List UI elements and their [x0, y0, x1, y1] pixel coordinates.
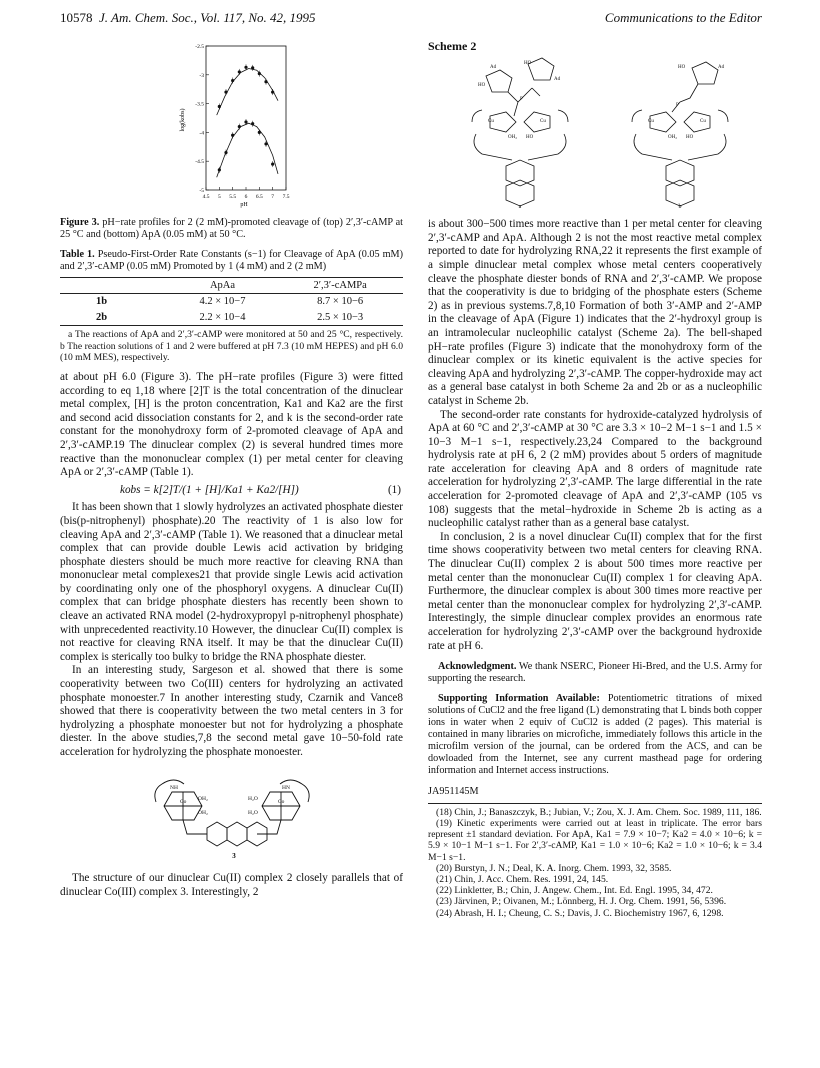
body-paragraph: The structure of our dinuclear Cu(II) complex 2 closely parallels that of dinuclear Co(III) complex 3. Interestingly, 2	[60, 872, 403, 898]
scheme-title: Scheme 2	[428, 39, 477, 53]
x-tick-label: 4.5	[202, 194, 210, 200]
ph-rate-chart	[60, 40, 403, 208]
svg-text:H₂O: H₂O	[247, 795, 258, 802]
table-row	[60, 310, 403, 326]
svg-text:HO: HO	[478, 82, 486, 88]
y-tick-label: -3.5	[195, 101, 204, 108]
table-header-cell: 2′,3′-cAMPa	[313, 279, 367, 291]
chart-ylabel: log(kobs)	[180, 108, 186, 132]
table-cell: 8.7 × 10−6	[317, 296, 364, 308]
svg-text:HO: HO	[678, 64, 686, 70]
data-point	[264, 142, 267, 145]
table-cell: 2.5 × 10−3	[317, 311, 364, 323]
structure-3-label: 3	[231, 851, 236, 860]
reference-item: (24) Abrash, H. I.; Cheung, C. S.; Davis, J. C. Biochemistry 1967, 6, 1298.	[436, 907, 724, 919]
body-paragraph: In an interesting study, Sargeson et al. showed that there is some cooperativity between two Co(III) centers for hydrolyzing an activated phosphate monoester.7 In another interesting study, Czarnik and Vance8 showed that there is cooperativity between the two metal centers in 3 for hydrolyzing a phosphate monoester but not for hydrolyzing a phosphate diester. In the above studies,7,8 the second metal gave 10−50-fold rate acceleration for hydrolyzing the phosphate monoester.	[60, 664, 403, 759]
y-tick-label: -2.5	[195, 44, 204, 50]
supporting-info-text: Potentiometric titrations of mixed solutions of CuCl2 and the free ligand (L) demonstrating that L binds both copper ions in water when 2 equiv of CuCl2 is added (2 pages). This material is contained in many libraries on microfiche, immediately follows this article in the microfilm version of the journal, can be ordered from the ACS, and can be dowloaded from the Internet, see any current masthead page for ordering information and Internet access instructions.	[428, 693, 763, 777]
body-paragraph: It has been shown that 1 slowly hydrolyzes an activated phosphate diester (bis(p-nitrophenyl) phosphate).20 The reactivity of 1 is also low for cleaving ApA and 2′,3′-cAMP (Table 1). We reasoned that a dinuclear metal complex that can provide double Lewis acid activation by bridging phosphate diesters should be much more reactive for cleaving RNA than mononuclear metal complexes21 that provide single Lewis acid activation by coordinating only one of the phosphoryl oxygens. A dinuclear Cu(II) complex that can bridge phosphate diesters has recently been shown to cleave an activated RNA model (2-hydroxypropyl p-nitrophenyl phosphate) with unprecedented reactivity.10 However, the dinuclear Cu(II) complex is not reactive for cleaving RNA itself. It may be that the dinuclear Cu(II) complex is sterically too bulky to bridge the RNA phosphate diester.	[60, 501, 403, 663]
svg-text:NH: NH	[169, 784, 178, 791]
data-point	[218, 168, 221, 171]
x-tick-label: 7.5	[282, 194, 290, 200]
svg-text:Ad: Ad	[490, 64, 497, 70]
equation-1	[60, 484, 403, 498]
table-header-row	[60, 277, 403, 294]
reference-item: (23) Järvinen, P.; Oivanen, M.; Lönnberg, H. J. Org. Chem. 1991, 56, 5396.	[436, 896, 727, 908]
page-number: 10578	[60, 10, 93, 25]
left-column	[60, 40, 403, 899]
journal-citation: J. Am. Chem. Soc., Vol. 117, No. 42, 1995	[99, 10, 316, 25]
data-point	[238, 125, 241, 128]
svg-text:OH₂: OH₂	[197, 809, 208, 816]
reference-item: (22) Linkletter, B.; Chin, J. Angew. Chem., Int. Ed. Engl. 1995, 34, 472.	[436, 885, 713, 897]
svg-text:Co: Co	[277, 798, 284, 805]
reference-item: (20) Burstyn, J. N.; Deal, K. A. Inorg. Chem. 1993, 32, 3585.	[436, 862, 672, 874]
svg-text:Ad: Ad	[718, 64, 725, 70]
svg-text:Cu: Cu	[700, 118, 706, 124]
scheme-label-b: b	[678, 203, 682, 208]
data-point	[271, 162, 274, 165]
data-point	[244, 66, 247, 69]
chart-xlabel: pH	[240, 202, 248, 208]
supporting-info	[428, 693, 762, 777]
x-tick-label: 5.5	[229, 194, 237, 200]
svg-text:Ad: Ad	[554, 76, 561, 82]
data-point	[244, 120, 247, 123]
scheme-label-a: a	[518, 203, 522, 208]
reference-item: (18) Chin, J.; Banaszczyk, B.; Jubian, V.; Zou, X. J. Am. Chem. Soc. 1989, 111, 186.	[436, 806, 762, 818]
svg-text:P: P	[520, 96, 523, 102]
table-1-label: Table 1.	[60, 248, 95, 260]
svg-text:OH₂: OH₂	[508, 134, 517, 140]
equation-body: kobs = k[2]T/(1 + [H]/Ka1 + Ka2/[H])	[120, 483, 299, 496]
rate-table	[60, 277, 403, 327]
table-cell: 2.2 × 10−4	[199, 311, 246, 323]
data-point	[251, 66, 254, 69]
body-paragraph: is about 300−500 times more reactive than 1 per metal center for cleaving 2′,3′-cAMP and ApA. Although 2 is not the most reactive metal complex reported to date for hydrolyzing RNA,22 it represents the first example of a simple dinuclear metal complex whose metal centers cooperatively cleave the phosphate diester bonds of RNA and 2′,3′-cAMP. We propose that the cooperativity is due to bridging of the phosphate esters (Scheme 2) as in previous systems.7,8,10 Formation of both 3′-AMP and 2′-AMP in the cleavage of ApA (Figure 1) indicates that the 2′-hydroxyl group is an intramolecular nucleophilic catalyst (Scheme 2a). The bell-shaped pH−rate profiles (Figure 3) indicate that the monohydroxy form of the dinuclear complex or its kinetic equivalent is the active species for cleaving ApA and hydrolyzing 2′,3′-cAMP. The copper-hydroxide may act as a general base catalyst in both Scheme 2a and 2b or as a nucleophilic catalyst in Scheme 2b.	[428, 218, 762, 407]
svg-text:Cu: Cu	[540, 118, 546, 124]
table-cell: 4.2 × 10−7	[199, 296, 246, 308]
data-point	[258, 72, 261, 75]
x-tick-label: 6	[244, 194, 248, 200]
svg-text:HO: HO	[524, 60, 532, 66]
reference-item: (21) Chin, J. Acc. Chem. Res. 1991, 24, 145.	[436, 874, 609, 885]
table-header-cell	[60, 277, 168, 294]
data-point	[224, 90, 227, 93]
svg-text:Cu: Cu	[488, 118, 494, 124]
scheme-2-figure	[428, 56, 762, 213]
table-cell: 2b	[96, 311, 108, 323]
data-point	[251, 122, 254, 125]
table-1-caption-text: Pseudo-First-Order Rate Constants (s−1) for Cleavage of ApA (0.05 mM) and 2′,3′-cAMP (0.05 mM) Promoted by 1 (4 mM) and 2 (2 mM)	[60, 248, 404, 272]
svg-text:H₂O: H₂O	[247, 809, 258, 816]
table-footnotes: a The reactions of ApA and 2′,3′-cAMP were monitored at 50 and 25 °C, respectively. b The reaction solutions of 1 and 2 were buffered at pH 7.3 (10 mM HEPES) and pH 6.0 (10 mM MES), respectively.	[60, 329, 403, 363]
structure-3-figure	[60, 770, 403, 867]
x-tick-label: 7	[271, 194, 275, 200]
manuscript-code: JA951145M	[428, 786, 479, 798]
acknowledgment-text: We thank NSERC, Pioneer Hi-Bred, and the U.S. Army for supporting the research.	[428, 661, 762, 685]
y-tick-label: -5	[199, 188, 204, 194]
data-point	[258, 131, 261, 134]
data-point	[224, 151, 227, 154]
x-tick-label: 6.5	[255, 194, 263, 200]
svg-text:P: P	[676, 102, 679, 108]
y-tick-label: -3	[199, 72, 204, 79]
svg-text:HN: HN	[281, 784, 290, 791]
figure-3-caption-text: pH−rate profiles for 2 (2 mM)-promoted cleavage of (top) 2′,3′-cAMP at 25 °C and (bottom) ApA (0.05 mM) at 50 °C.	[60, 216, 403, 240]
running-head	[60, 10, 762, 30]
data-point	[218, 105, 221, 108]
y-tick-label: -4.5	[195, 159, 204, 166]
data-point	[231, 79, 234, 82]
right-column	[428, 40, 762, 919]
table-1-caption	[60, 249, 403, 273]
header-page-journal	[60, 10, 316, 30]
svg-text:Cu: Cu	[648, 118, 654, 124]
figure-3-caption	[60, 217, 403, 241]
figure-3-label: Figure 3.	[60, 216, 100, 228]
data-point	[271, 90, 274, 93]
x-tick-label: 5	[217, 194, 221, 200]
table-header-cell: ApAa	[209, 279, 236, 291]
svg-text:OH₂: OH₂	[668, 134, 677, 140]
y-tick-label: -4	[199, 130, 204, 137]
svg-text:HO: HO	[686, 134, 694, 140]
table-cell: 1b	[96, 296, 108, 308]
body-paragraph: In conclusion, 2 is a novel dinuclear Cu(II) complex that for the first time shows cooperativity between two metal centers for cleaving RNA. The dinuclear Cu(II) complex 2 is about 500 times more reactive per metal center than the mononuclear Cu(II) complex 1 for cleaving ApA. Furthermore, the dinuclear complex is about 300 times more reactive per metal center than the mononuclear complex for hydrolyzing 2′,3′-cAMP. Interestingly, the simple dinuclear complex provides an enormous rate acceleration for hydrolyzing 2′,3′-cAMP over the background hydroxide rate at pH 6.	[428, 530, 762, 652]
body-paragraph: The second-order rate constants for hydroxide-catalyzed hydrolysis of ApA at 60 °C and 2′,3′-cAMP at 30 °C are 3.3 × 10−2 M−1 s−1 and 1.5 × 10−3 M−1 s−1, respectively.23,24 Compared to the background hydrolysis rate at pH 6, 2 (2 mM) provides about 5 orders of magnitude rate acceleration for cleaving ApA and 8 orders of magnitude rate acceleration for hydrolyzing 2′,3′-cAMP. The large differential in the rate acceleration for 2-promoted cleavage of ApA and 2′,3′-cAMP (105 vs 108) suggests that the metal−hydroxide in Scheme 2b is acting as a nucleophilic catalyst rather than as a general base catalyst.	[428, 408, 762, 530]
data-point	[264, 80, 267, 83]
data-point	[231, 134, 234, 137]
acknowledgment-label: Acknowledgment.	[438, 661, 517, 673]
reference-list	[428, 803, 762, 919]
structure-3-drawing	[132, 770, 332, 862]
supporting-info-label: Supporting Information Available:	[438, 693, 600, 705]
acknowledgment	[428, 661, 762, 685]
body-paragraph: at about pH 6.0 (Figure 3). The pH−rate profiles (Figure 3) were fitted according to eq 1,18 where [2]T is the total concentration of the dinuclear metal complex, [H] is the proton concentration, Ka1 and Ka2 are the first and second acid dissociation constants for 2, and k is the second-order rate constant for the monohydroxy form of 2-promoted cleavage of ApA and 2′,3′-cAMP.19 The dinuclear complex (2) is several hundred times more reactive than the mononuclear complex (1) per metal center for cleaving ApA or 2′,3′-cAMP (Table 1).	[60, 370, 403, 479]
svg-text:HO: HO	[526, 134, 534, 140]
svg-text:Co: Co	[179, 798, 186, 805]
equation-number: (1)	[387, 483, 401, 496]
svg-text:OH₂: OH₂	[197, 795, 208, 802]
reference-item: (19) Kinetic experiments were carried out at least in triplicate. The error bars represent ±1 standard deviation. For ApA, Ka1 = 7.9 × 10−7; Ka2 = 4.0 × 10−6; k = 5.9 × 10−1 M−1 s−1. For 2′,3′-cAMP, Ka1 = 1.0 × 10−6; Ka2 = 1.0 × 10−6; k = 3.4 M−1 s−1.	[428, 817, 762, 863]
figure-3	[60, 40, 403, 213]
scheme-2-drawing	[428, 56, 762, 208]
data-point	[238, 70, 241, 73]
table-row	[60, 294, 403, 310]
section-title: Communications to the Editor	[604, 10, 762, 25]
